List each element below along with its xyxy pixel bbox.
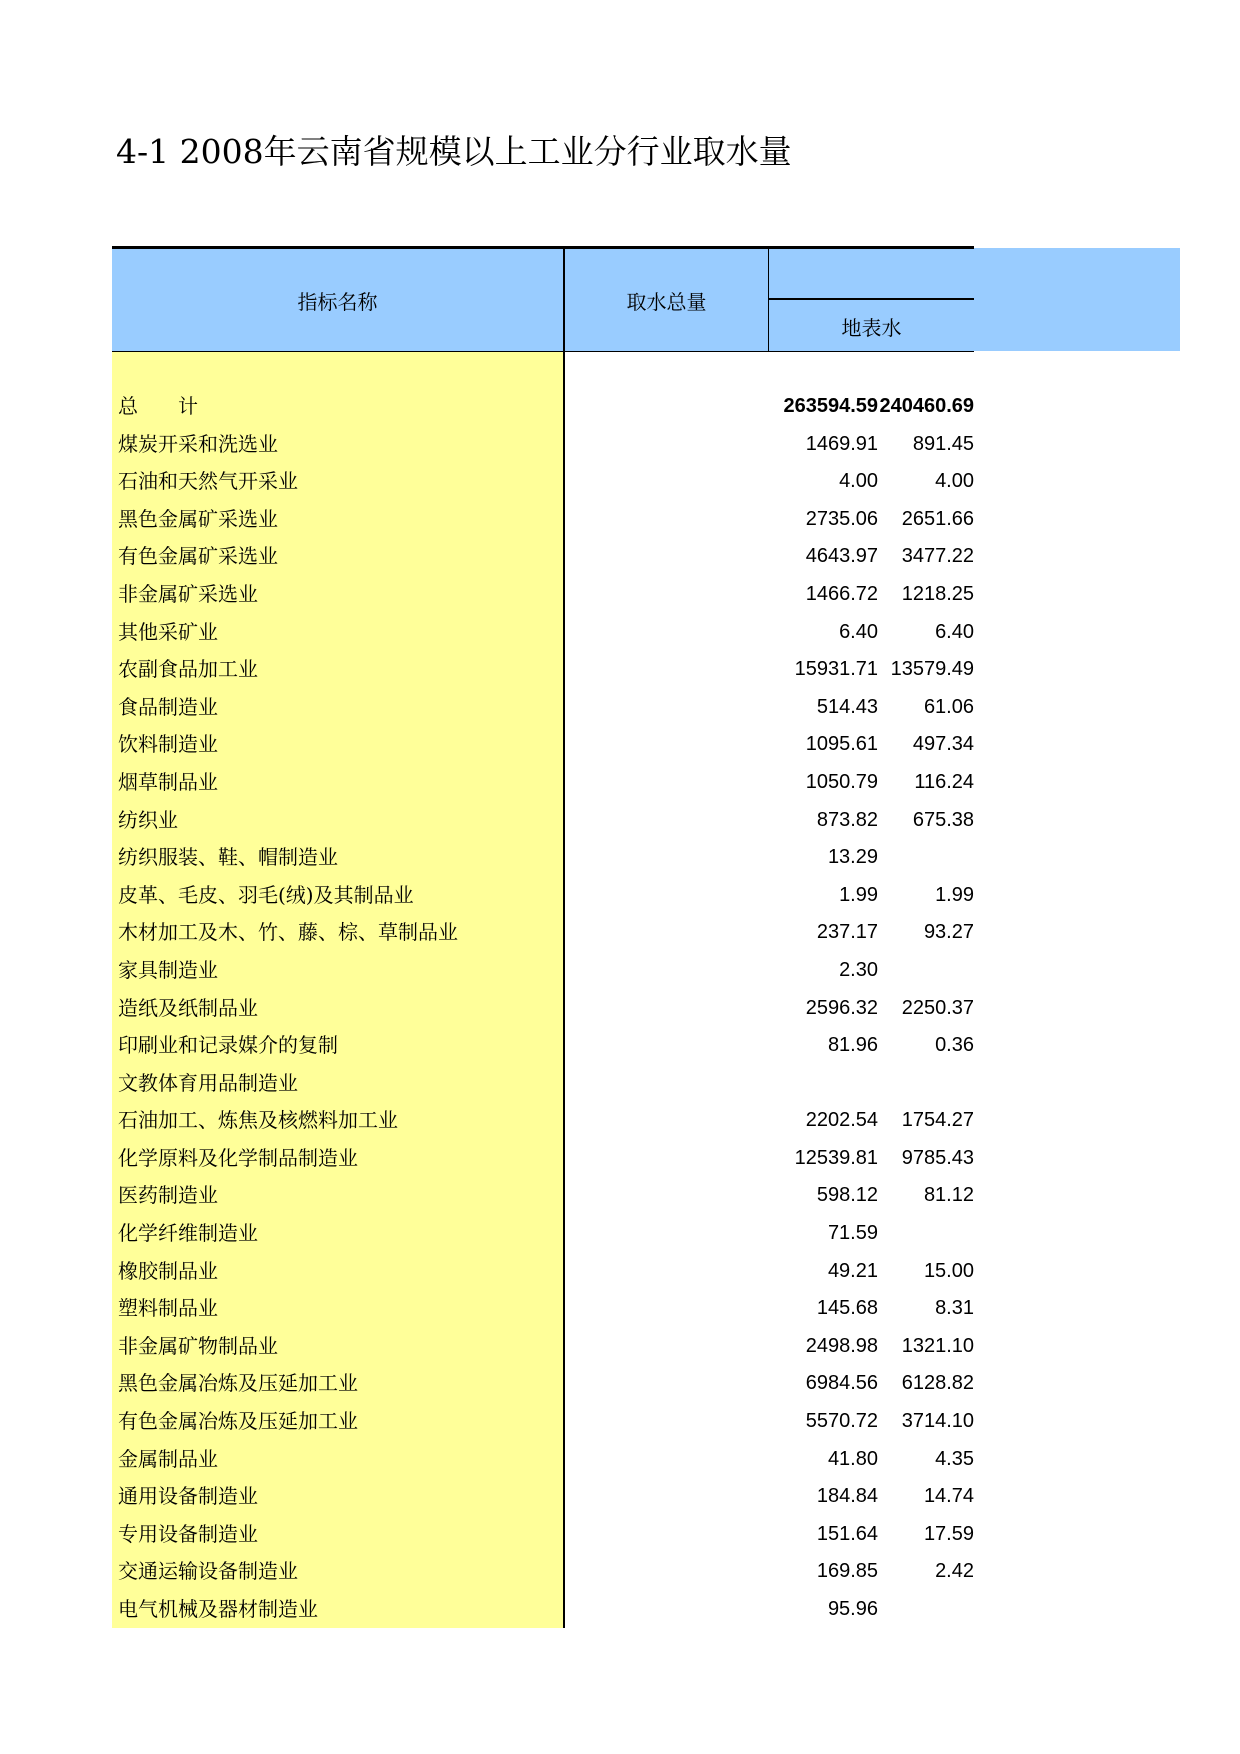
table-row bbox=[112, 1328, 974, 1366]
row-total-value: 2202.54 bbox=[805, 1109, 878, 1132]
row-total-value: 151.64 bbox=[816, 1522, 878, 1545]
row-name: 皮革、毛皮、羽毛(绒)及其制品业 bbox=[118, 882, 414, 907]
table-row bbox=[112, 1553, 974, 1591]
row-total-value: 1050.79 bbox=[805, 770, 878, 793]
row-surface-value: 15.00 bbox=[923, 1259, 974, 1282]
row-name: 家具制造业 bbox=[118, 957, 218, 982]
table-row bbox=[112, 651, 974, 689]
table-top-rule bbox=[112, 246, 974, 249]
row-surface-value: 6.40 bbox=[935, 620, 974, 643]
row-name: 橡胶制品业 bbox=[118, 1258, 218, 1283]
table-body bbox=[112, 388, 974, 1629]
row-name: 造纸及纸制品业 bbox=[118, 995, 258, 1020]
row-surface-value: 1754.27 bbox=[901, 1109, 974, 1132]
row-name: 煤炭开采和洗选业 bbox=[118, 431, 278, 456]
row-surface-value: 3714.10 bbox=[901, 1410, 974, 1433]
row-name: 塑料制品业 bbox=[118, 1296, 218, 1321]
table-row bbox=[112, 1516, 974, 1554]
table-row bbox=[112, 802, 974, 840]
row-total-value: 81.96 bbox=[827, 1034, 878, 1057]
row-surface-value: 3477.22 bbox=[901, 545, 974, 568]
table-row bbox=[112, 576, 974, 614]
row-name: 石油加工、炼焦及核燃料加工业 bbox=[118, 1108, 398, 1133]
row-name: 交通运输设备制造业 bbox=[118, 1559, 298, 1584]
row-total-value: 169.85 bbox=[816, 1560, 878, 1583]
table-row bbox=[112, 1253, 974, 1291]
row-total-value: 15931.71 bbox=[794, 658, 878, 681]
row-surface-value: 0.36 bbox=[935, 1034, 974, 1057]
row-total-value: 2498.98 bbox=[805, 1334, 878, 1357]
row-surface-value: 1.99 bbox=[935, 883, 974, 906]
row-surface-value: 9785.43 bbox=[901, 1146, 974, 1169]
header-name: 指标名称 bbox=[297, 290, 378, 314]
table-row bbox=[112, 614, 974, 652]
table-row bbox=[112, 689, 974, 727]
header-surface-water: 地表水 bbox=[841, 316, 902, 340]
table-row bbox=[112, 1290, 974, 1328]
header-total: 取水总量 bbox=[626, 290, 707, 314]
row-name: 烟草制品业 bbox=[118, 769, 218, 794]
row-total-value: 41.80 bbox=[827, 1447, 878, 1470]
row-name: 黑色金属冶炼及压延加工业 bbox=[118, 1371, 358, 1396]
row-total-value: 49.21 bbox=[827, 1259, 878, 1282]
row-surface-value: 891.45 bbox=[912, 432, 974, 455]
row-surface-value: 4.35 bbox=[935, 1447, 974, 1470]
table-row bbox=[112, 1591, 974, 1629]
row-surface-value: 6128.82 bbox=[901, 1372, 974, 1395]
row-surface-value: 13579.49 bbox=[890, 658, 974, 681]
row-total-value: 1095.61 bbox=[805, 733, 878, 756]
header-bottom-rule bbox=[112, 351, 974, 352]
row-name: 专用设备制造业 bbox=[118, 1521, 258, 1546]
table-row bbox=[112, 1065, 974, 1103]
table-row bbox=[112, 463, 974, 501]
table-row bbox=[112, 538, 974, 576]
table-row bbox=[112, 1027, 974, 1065]
row-surface-value: 116.24 bbox=[914, 770, 974, 793]
table-row bbox=[112, 1102, 974, 1140]
row-name: 印刷业和记录媒介的复制 bbox=[118, 1033, 338, 1058]
table-row bbox=[112, 877, 974, 915]
row-surface-value: 61.06 bbox=[923, 695, 974, 718]
row-name: 总 计 bbox=[118, 394, 198, 418]
row-total-value: 12539.81 bbox=[794, 1146, 878, 1169]
row-name: 农副食品加工业 bbox=[118, 657, 258, 682]
row-surface-value: 675.38 bbox=[912, 808, 974, 831]
row-total-value: 6.40 bbox=[839, 620, 878, 643]
row-total-value: 2596.32 bbox=[805, 996, 878, 1019]
row-name: 有色金属冶炼及压延加工业 bbox=[118, 1409, 358, 1434]
row-total-value: 4643.97 bbox=[805, 545, 878, 568]
row-name: 通用设备制造业 bbox=[118, 1484, 258, 1509]
row-name: 饮料制造业 bbox=[118, 732, 218, 757]
row-surface-value: 93.27 bbox=[923, 921, 974, 944]
row-total-value: 1.99 bbox=[839, 883, 878, 906]
row-total-value: 184.84 bbox=[816, 1485, 878, 1508]
row-name: 医药制造业 bbox=[118, 1183, 218, 1208]
table-row bbox=[112, 1365, 974, 1403]
row-name: 文教体育用品制造业 bbox=[118, 1070, 298, 1095]
row-name: 纺织业 bbox=[118, 807, 178, 832]
row-total-value: 5570.72 bbox=[805, 1410, 878, 1433]
table-row bbox=[112, 764, 974, 802]
table-row bbox=[112, 952, 974, 990]
row-surface-value: 81.12 bbox=[923, 1184, 974, 1207]
table-row bbox=[112, 1478, 974, 1516]
row-surface-value: 1218.25 bbox=[901, 582, 974, 605]
row-name: 黑色金属矿采选业 bbox=[118, 506, 278, 531]
row-surface-value: 2651.66 bbox=[901, 507, 974, 530]
row-surface-value: 4.00 bbox=[935, 470, 974, 493]
row-total-value: 873.82 bbox=[816, 808, 878, 831]
row-total-value: 95.96 bbox=[827, 1598, 878, 1620]
table-row bbox=[112, 990, 974, 1028]
row-total-value: 1469.91 bbox=[805, 432, 878, 455]
row-name: 其他采矿业 bbox=[118, 619, 218, 644]
table-row bbox=[112, 726, 974, 764]
row-total-value: 237.17 bbox=[816, 921, 878, 944]
table-row-total bbox=[112, 388, 974, 426]
table-row bbox=[112, 914, 974, 952]
row-total-value: 4.00 bbox=[839, 470, 878, 493]
row-name: 纺织服装、鞋、帽制造业 bbox=[118, 845, 338, 870]
row-surface-value: 2250.37 bbox=[901, 996, 974, 1019]
row-total-value: 6984.56 bbox=[805, 1372, 878, 1395]
row-name: 石油和天然气开采业 bbox=[118, 469, 298, 494]
row-name: 有色金属矿采选业 bbox=[118, 544, 278, 569]
row-name: 非金属矿物制品业 bbox=[118, 1333, 278, 1358]
row-total-value: 598.12 bbox=[816, 1184, 878, 1207]
row-name: 非金属矿采选业 bbox=[118, 581, 258, 606]
row-surface-value: 1321.10 bbox=[901, 1334, 974, 1357]
row-name: 食品制造业 bbox=[118, 694, 218, 719]
row-total-value: 1466.72 bbox=[805, 582, 878, 605]
row-total-value: 2735.06 bbox=[805, 507, 878, 530]
table-row bbox=[112, 1215, 974, 1253]
row-surface-value: 8.31 bbox=[935, 1297, 974, 1320]
table-row bbox=[112, 426, 974, 464]
table-row bbox=[112, 501, 974, 539]
row-name: 金属制品业 bbox=[118, 1446, 218, 1471]
row-surface-value: 2.42 bbox=[935, 1560, 974, 1583]
row-surface-value: 240460.69 bbox=[879, 395, 974, 417]
row-name: 电气机械及器材制造业 bbox=[118, 1597, 318, 1621]
table-row bbox=[112, 1140, 974, 1178]
row-total-value: 13.29 bbox=[827, 846, 878, 869]
row-total-value: 263594.59 bbox=[783, 395, 878, 417]
row-name: 化学纤维制造业 bbox=[118, 1221, 258, 1246]
table-row bbox=[112, 1177, 974, 1215]
table-row bbox=[112, 1441, 974, 1479]
row-surface-value: 14.74 bbox=[923, 1485, 974, 1508]
row-total-value: 145.68 bbox=[816, 1297, 878, 1320]
row-surface-value: 17.59 bbox=[923, 1522, 974, 1545]
row-surface-value: 497.34 bbox=[912, 733, 974, 756]
table-row bbox=[112, 1403, 974, 1441]
row-name: 木材加工及木、竹、藤、棕、草制品业 bbox=[118, 920, 458, 945]
row-name: 化学原料及化学制品制造业 bbox=[118, 1145, 358, 1170]
page-title: 4-1 2008年云南省规模以上工业分行业取水量 bbox=[116, 132, 792, 171]
row-total-value: 2.30 bbox=[839, 958, 878, 981]
table-row bbox=[112, 839, 974, 877]
row-total-value: 71.59 bbox=[827, 1222, 878, 1245]
subheader-rule bbox=[769, 298, 974, 300]
row-total-value: 514.43 bbox=[816, 695, 878, 718]
